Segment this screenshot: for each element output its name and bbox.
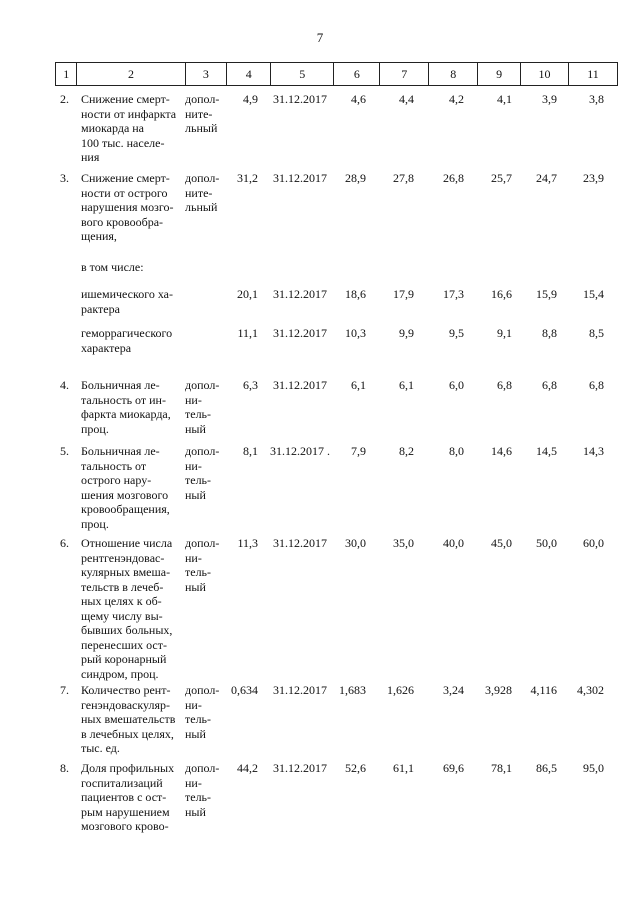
indicator-name-line: Снижение смерт-: [81, 171, 170, 185]
indicator-name-line: кулярных вмеша-: [81, 565, 171, 579]
value-cell-v4: 11,1: [237, 326, 258, 340]
indicator-name-line: проц.: [81, 516, 109, 531]
value-cell-v4: 6,3: [243, 378, 258, 392]
indicator-name-line: в лечебных целях,: [81, 726, 174, 741]
indicator-name-line: ности от острого: [81, 185, 168, 200]
value-cell-v5: 31.12.2017: [273, 171, 327, 185]
header-cell: 3: [185, 63, 227, 86]
value-cell-v6: 4,6: [351, 92, 366, 106]
value-cell-v9: 4,1: [497, 92, 512, 106]
indicator-name-line: геморрагического: [81, 326, 173, 340]
row-number: 4.: [60, 378, 69, 392]
indicator-name-line: тельств в лечеб-: [81, 579, 164, 594]
indicator-type-line: ните-: [185, 185, 213, 200]
value-cell-v10: 4,116: [530, 683, 557, 697]
value-cell-v11: 23,9: [583, 171, 604, 185]
header-cell: 6: [334, 63, 380, 86]
indicator-type-line: допол-: [185, 683, 220, 697]
indicator-type-line: допол-: [185, 378, 220, 392]
value-cell-v4: 11,3: [237, 536, 258, 550]
value-cell-v11: 3,8: [589, 92, 604, 106]
value-cell-v7: 17,9: [393, 287, 414, 301]
indicator-type-line: тель-: [185, 790, 212, 804]
value-cell-v8: 3,24: [443, 683, 464, 697]
value-cell-v5: 31.12.2017: [273, 287, 327, 301]
header-cell: 2: [77, 63, 185, 86]
value-cell-v7: 27,8: [393, 171, 414, 185]
value-cell-v7: 4,4: [399, 92, 414, 106]
header-cell: 1: [56, 63, 77, 86]
header-cell: 11: [568, 63, 617, 86]
value-cell-v11: 6,8: [589, 378, 604, 392]
indicator-name-line: тальность от ин-: [81, 392, 166, 407]
value-cell-v10: 8,8: [542, 326, 557, 340]
value-cell-v6: 18,6: [345, 287, 366, 301]
indicator-name-line: перенесших ост-: [81, 637, 167, 652]
value-cell-v11: 8,5: [589, 326, 604, 340]
value-cell-v7: 61,1: [393, 761, 414, 775]
indicator-type-line: ный: [185, 487, 206, 502]
value-cell-v11: 14,3: [583, 444, 604, 458]
value-cell-v5: 31.12.2017: [273, 378, 327, 392]
row-number: 6.: [60, 536, 69, 550]
value-cell-v6: 7,9: [351, 444, 366, 458]
value-cell-v8: 17,3: [443, 287, 464, 301]
value-cell-v8: 40,0: [443, 536, 464, 550]
indicator-type-line: допол-: [185, 92, 220, 106]
value-cell-v5: 31.12.2017: [273, 326, 327, 340]
value-cell-v7: 35,0: [393, 536, 414, 550]
indicator-type: [185, 92, 223, 136]
indicator-name: [81, 92, 181, 165]
indicator-name-line: острого нару-: [81, 473, 152, 487]
indicator-name-line: щения,: [81, 229, 117, 243]
value-cell-v6: 6,1: [351, 378, 366, 392]
indicator-name-line: рый коронарный: [81, 652, 167, 666]
page-number: 7: [316, 30, 324, 45]
indicator-type-line: ни-: [185, 392, 202, 407]
indicator-name-line: ных вмешательств: [81, 712, 176, 726]
indicator-name-line: бывших больных,: [81, 623, 173, 637]
row-number: 7.: [60, 683, 69, 697]
indicator-name-line: синдром, проц.: [81, 666, 159, 681]
value-cell-v9: 25,7: [491, 171, 512, 185]
indicator-name-line: рактера: [81, 301, 120, 316]
indicator-name-line: Отношение числа: [81, 536, 173, 550]
indicator-type-line: тель-: [185, 712, 212, 726]
indicator-type-line: ни-: [185, 775, 202, 790]
indicator-name: [81, 761, 181, 834]
value-cell-v10: 50,0: [536, 536, 557, 550]
value-cell-v10: 14,5: [536, 444, 557, 458]
indicator-name-line: ишемического ха-: [81, 287, 173, 301]
indicator-name: [81, 536, 181, 681]
indicator-type-line: ный: [185, 421, 206, 436]
header-cell: 10: [521, 63, 569, 86]
indicator-type-line: тель-: [185, 473, 212, 487]
value-cell-v10: 86,5: [536, 761, 557, 775]
indicator-name: [81, 287, 181, 316]
value-cell-v7: 1,626: [387, 683, 414, 697]
indicator-name-line: Количество рент-: [81, 683, 171, 697]
indicator-name: [81, 378, 181, 436]
indicator-name-line: Снижение смерт-: [81, 92, 170, 106]
indicator-type-line: ный: [185, 726, 206, 741]
value-cell-v9: 14,6: [491, 444, 512, 458]
value-cell-v9: 3,928: [485, 683, 512, 697]
indicator-name-line: Доля профильных: [81, 761, 175, 775]
indicator-type: [185, 444, 223, 502]
indicator-type-line: тель-: [185, 565, 212, 579]
indicator-name-line: рентгенэндовас-: [81, 550, 165, 565]
value-cell-v6: 30,0: [345, 536, 366, 550]
row-number: 5.: [60, 444, 69, 458]
value-cell-v6: 10,3: [345, 326, 366, 340]
value-cell-v9: 6,8: [497, 378, 512, 392]
header-cell: 8: [429, 63, 478, 86]
indicator-name-line: мозгового крово-: [81, 819, 169, 833]
value-cell-v9: 16,6: [491, 287, 512, 301]
value-cell-v4: 31,2: [237, 171, 258, 185]
indicator-type-line: ный: [185, 804, 206, 819]
indicator-type: [185, 683, 223, 741]
indicator-name-line: нарушения мозго-: [81, 200, 174, 214]
indicator-type-line: допол-: [185, 444, 220, 458]
indicator-type-line: тель-: [185, 407, 212, 421]
indicator-name-line: Больничная ле-: [81, 444, 160, 458]
value-cell-v11: 4,302: [577, 683, 604, 697]
indicator-type-line: ните-: [185, 106, 213, 121]
indicator-type-line: ный: [185, 579, 206, 594]
row-number: 8.: [60, 761, 69, 775]
indicator-type-line: ни-: [185, 458, 202, 473]
indicator-name: [81, 326, 181, 355]
value-cell-v5: 31.12.2017: [273, 92, 327, 106]
value-cell-v9: 45,0: [491, 536, 512, 550]
indicator-name-line: генэндоваскуляр-: [81, 697, 170, 712]
indicator-type: [185, 378, 223, 436]
indicator-type-line: допол-: [185, 761, 220, 775]
value-cell-v5: 31.12.2017: [273, 536, 327, 550]
indicator-name-line: фаркта миокарда,: [81, 407, 171, 421]
row-number: 2.: [60, 92, 69, 106]
indicator-name-line: вого кровообра-: [81, 214, 164, 229]
value-cell-v10: 6,8: [542, 378, 557, 392]
header-cell: 9: [478, 63, 521, 86]
value-cell-v7: 6,1: [399, 378, 414, 392]
value-cell-v8: 26,8: [443, 171, 464, 185]
value-cell-v9: 9,1: [497, 326, 512, 340]
indicator-type: [185, 761, 223, 819]
indicator-name-line: рым нарушением: [81, 804, 170, 819]
indicator-type: [185, 171, 223, 215]
indicator-type: [185, 536, 223, 594]
value-cell-v5: 31.12.2017 .: [270, 444, 330, 458]
indicator-name-line: 100 тыс. населе-: [81, 135, 165, 150]
indicator-name-line: в том числе:: [81, 260, 144, 274]
value-cell-v4: 4,9: [243, 92, 258, 106]
value-cell-v7: 9,9: [399, 326, 414, 340]
indicator-name-line: кровообращения,: [81, 502, 170, 516]
header-cell: 4: [227, 63, 271, 86]
value-cell-v8: 8,0: [449, 444, 464, 458]
indicator-name: [81, 683, 181, 756]
indicator-name-line: щему числу вы-: [81, 608, 163, 623]
value-cell-v11: 60,0: [583, 536, 604, 550]
value-cell-v10: 24,7: [536, 171, 557, 185]
indicator-name: [81, 260, 181, 275]
value-cell-v8: 6,0: [449, 378, 464, 392]
value-cell-v6: 1,683: [339, 683, 366, 697]
value-cell-v7: 8,2: [399, 444, 414, 458]
indicator-name-line: Больничная ле-: [81, 378, 160, 392]
indicator-name: [81, 444, 181, 531]
value-cell-v4: 8,1: [243, 444, 258, 458]
indicator-type-line: ни-: [185, 550, 202, 565]
indicator-name-line: шения мозгового: [81, 487, 169, 502]
header-cell: 7: [380, 63, 429, 86]
indicator-name-line: ния: [81, 150, 100, 164]
value-cell-v8: 4,2: [449, 92, 464, 106]
value-cell-v5: 31.12.2017: [273, 761, 327, 775]
value-cell-v6: 28,9: [345, 171, 366, 185]
indicator-type-line: допол-: [185, 171, 220, 185]
value-cell-v9: 78,1: [491, 761, 512, 775]
value-cell-v4: 44,2: [237, 761, 258, 775]
indicator-name-line: миокарда на: [81, 121, 145, 135]
value-cell-v8: 69,6: [443, 761, 464, 775]
indicator-type-line: льный: [185, 200, 218, 214]
value-cell-v11: 95,0: [583, 761, 604, 775]
value-cell-v5: 31.12.2017: [273, 683, 327, 697]
indicator-name-line: пациентов с ост-: [81, 790, 167, 804]
indicator-name: [81, 171, 181, 244]
indicator-name-line: характера: [81, 340, 132, 355]
value-cell-v10: 15,9: [536, 287, 557, 301]
indicator-type-line: ни-: [185, 697, 202, 712]
indicator-name-line: тальность от: [81, 458, 147, 473]
header-cell: 5: [271, 63, 334, 86]
value-cell-v8: 9,5: [449, 326, 464, 340]
indicator-type-line: допол-: [185, 536, 220, 550]
indicator-name-line: тыс. ед.: [81, 741, 120, 755]
table-header: [55, 62, 618, 86]
indicator-name-line: госпитализаций: [81, 775, 163, 790]
value-cell-v11: 15,4: [583, 287, 604, 301]
indicator-name-line: ности от инфаркта: [81, 106, 177, 121]
value-cell-v10: 3,9: [542, 92, 557, 106]
value-cell-v6: 52,6: [345, 761, 366, 775]
value-cell-v4: 20,1: [237, 287, 258, 301]
indicator-name-line: ных целях к об-: [81, 594, 162, 608]
indicator-type-line: льный: [185, 121, 218, 135]
value-cell-v4: 0,634: [231, 683, 258, 697]
row-number: 3.: [60, 171, 69, 185]
indicator-name-line: проц.: [81, 421, 109, 436]
